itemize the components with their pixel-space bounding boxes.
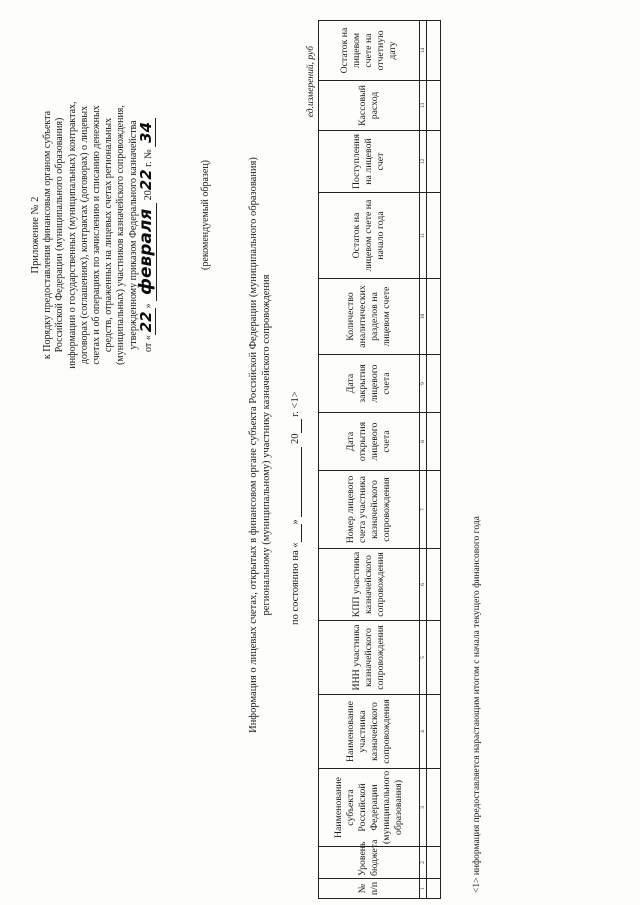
column-number: 14 <box>420 21 427 81</box>
as-of-mid: » <box>290 519 301 525</box>
appendix-line: договорах (соглашениях), контрактах (договорах) о лицевых <box>78 105 90 365</box>
empty-cell <box>427 549 441 621</box>
empty-cell <box>427 621 441 695</box>
heading-line-2: региональному (муниципальному) участнику казначейского сопровождения <box>260 274 272 616</box>
year-blank <box>290 419 302 433</box>
header-cell: Наименование участника казначейского сопровождения <box>319 695 420 769</box>
document-heading <box>248 125 273 765</box>
day-blank <box>290 524 302 542</box>
units-label: ед.измерений, руб <box>306 46 316 118</box>
handwritten-order-number: 34 <box>137 118 156 147</box>
empty-cell <box>427 193 441 279</box>
order-prefix: от « <box>142 335 154 353</box>
column-number: 12 <box>420 131 427 193</box>
header-cell: Поступления на лицевой счет <box>319 131 420 193</box>
empty-cell <box>427 847 441 879</box>
handwritten-year: 22 <box>136 169 155 191</box>
header-cell: Количество аналитических разделов на лицевом счете <box>319 279 420 355</box>
header-cell: Остаток на лицевом счете на отчетную дату <box>319 21 420 81</box>
empty-cell <box>427 131 441 193</box>
header-cell: Уровень бюджета <box>319 847 420 879</box>
empty-cell <box>427 81 441 131</box>
empty-cell <box>427 471 441 549</box>
column-number: 11 <box>420 193 427 279</box>
empty-cell <box>427 695 441 769</box>
header-cell: Кассовый расход <box>319 81 420 131</box>
accounts-table <box>318 20 441 899</box>
column-number: 13 <box>420 81 427 131</box>
header-cell: Наименование субъекта Российской Федерации (муниципального образования) <box>319 769 420 847</box>
header-cell: ИНН участника казначейского сопровождения <box>319 621 420 695</box>
header-cell: Остаток на лицевом счете на начало года <box>319 193 420 279</box>
header-cell: № п/п <box>319 879 420 899</box>
as-of-prefix: по состоянию на « <box>290 542 301 625</box>
month-blank <box>290 447 302 517</box>
column-number: 8 <box>420 413 427 471</box>
table-header-row <box>319 21 420 899</box>
appendix-block <box>30 70 155 400</box>
empty-cell <box>427 279 441 355</box>
appendix-line: информации о государственных (муниципальных) контрактах, <box>66 101 78 369</box>
column-number: 2 <box>420 847 427 879</box>
header-cell: КПП участника казначейского сопровождения <box>319 549 420 621</box>
appendix-line: утвержденному приказом Федерального казначейства <box>127 120 139 350</box>
empty-cell <box>427 355 441 413</box>
handwritten-month: февраля <box>136 203 157 301</box>
column-number: 7 <box>420 471 427 549</box>
column-number: 4 <box>420 695 427 769</box>
empty-cell <box>427 413 441 471</box>
order-mid: » <box>142 303 154 309</box>
as-of-year-prefix: 20 <box>290 433 301 444</box>
header-cell: Номер лицевого счета участника казначейского сопровождения <box>319 471 420 549</box>
appendix-line: Российской Федерации (муниципального образования) <box>54 117 66 353</box>
empty-cell <box>427 879 441 899</box>
order-year-prefix: 20 <box>142 190 154 201</box>
appendix-line: счетах и об операциях по зачислению и списанию денежных <box>91 105 103 365</box>
empty-cell <box>427 21 441 81</box>
order-year-suffix: г. № <box>142 149 154 167</box>
handwritten-day: 22 <box>137 308 156 335</box>
appendix-line: средств, отраженных на лицевых счетах региональных <box>103 117 115 353</box>
footnote: <1> информация предоставляется нарастающим итогом с начала текущего финансового года <box>472 516 482 893</box>
column-number: 5 <box>420 621 427 695</box>
empty-cell <box>427 769 441 847</box>
table-row <box>427 21 441 899</box>
column-number: 3 <box>420 769 427 847</box>
header-cell: Дата закрытия лицевого счета <box>319 355 420 413</box>
appendix-title: Приложение № 2 <box>30 196 41 274</box>
column-number: 10 <box>420 279 427 355</box>
appendix-line: к Порядку предоставления финансовым органом субъекта <box>42 110 54 360</box>
column-number: 9 <box>420 355 427 413</box>
as-of-suffix: г. <1> <box>290 391 301 417</box>
column-number: 1 <box>420 879 427 899</box>
column-number-row <box>420 21 427 899</box>
sample-note: (рекомендуемый образец) <box>200 160 211 270</box>
order-date-line <box>135 70 156 400</box>
as-of-date-line <box>290 391 302 625</box>
header-cell: Дата открытия лицевого счета <box>319 413 420 471</box>
heading-line-1: Информация о лицевых счетах, открытых в финансовом органе субъекта Российской Федерации (муниципального образования) <box>248 157 259 733</box>
appendix-line: (муниципальных) участников казначейского сопровождения, <box>115 105 127 365</box>
column-number: 6 <box>420 549 427 621</box>
